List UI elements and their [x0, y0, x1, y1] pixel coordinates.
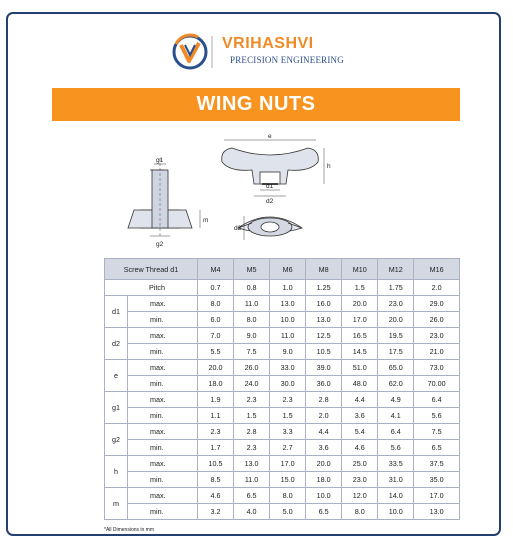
table-row: [105, 408, 460, 424]
table-cell: 5.0: [270, 504, 306, 520]
table-cell: 20.0: [306, 456, 342, 472]
table-cell: 31.0: [378, 472, 414, 488]
table-row: [105, 344, 460, 360]
table-cell: 1.5: [270, 408, 306, 424]
table-cell: 2.8: [306, 392, 342, 408]
table-cell: 17.0: [342, 312, 378, 328]
table-cell: 17.5: [378, 344, 414, 360]
table-cell: 12.0: [342, 488, 378, 504]
table-cell: 23.0: [414, 328, 460, 344]
limit-label: max.: [128, 424, 198, 440]
header-size: M6: [270, 259, 306, 280]
limit-label: min.: [128, 472, 198, 488]
brand-tagline: PRECISION ENGINEERING: [230, 55, 344, 65]
limit-label: min.: [128, 376, 198, 392]
table-cell: 21.0: [414, 344, 460, 360]
table-row: [105, 280, 460, 296]
table-cell: 39.0: [306, 360, 342, 376]
table-cell: 4.0: [234, 504, 270, 520]
table-cell: 4.6: [198, 488, 234, 504]
table-cell: 26.0: [234, 360, 270, 376]
table-row: [105, 312, 460, 328]
table-row: [105, 472, 460, 488]
table-cell: 3.2: [198, 504, 234, 520]
table-row: [105, 424, 460, 440]
table-row: [105, 440, 460, 456]
table-row: [105, 376, 460, 392]
label-d1: d1: [266, 183, 274, 190]
table-cell: 1.75: [378, 280, 414, 296]
header-size: M12: [378, 259, 414, 280]
header-screw-thread: Screw Thread d1: [105, 259, 198, 280]
table-cell: 4.9: [378, 392, 414, 408]
table-cell: 5.6: [378, 440, 414, 456]
table-cell: 24.0: [234, 376, 270, 392]
table-cell: 29.0: [414, 296, 460, 312]
table-cell: 2.0: [306, 408, 342, 424]
header-size: M10: [342, 259, 378, 280]
table-cell: 35.0: [414, 472, 460, 488]
table-cell: 3.3: [270, 424, 306, 440]
table-cell: 26.0: [414, 312, 460, 328]
table-cell: 2.3: [270, 392, 306, 408]
table-cell: 25.0: [342, 456, 378, 472]
table-cell: 2.7: [270, 440, 306, 456]
table-cell: 23.0: [378, 296, 414, 312]
table-cell: 9.0: [270, 344, 306, 360]
table-cell: 23.0: [342, 472, 378, 488]
table-cell: 36.0: [306, 376, 342, 392]
table-cell: 20.0: [198, 360, 234, 376]
table-cell: 3.6: [306, 440, 342, 456]
table-row: [105, 456, 460, 472]
table-cell: 5.4: [342, 424, 378, 440]
table-cell: 2.3: [234, 440, 270, 456]
table-cell: 11.0: [270, 328, 306, 344]
table-cell: 51.0: [342, 360, 378, 376]
label-g2: g2: [156, 241, 164, 248]
table-cell: 4.6: [342, 440, 378, 456]
table-cell: 1.7: [198, 440, 234, 456]
limit-label: max.: [128, 392, 198, 408]
param-name: d2: [105, 328, 128, 360]
table-cell: 2.3: [198, 424, 234, 440]
table-cell: 17.0: [270, 456, 306, 472]
table-cell: 16.0: [306, 296, 342, 312]
pitch-label: Pitch: [105, 280, 198, 296]
table-cell: 5.5: [198, 344, 234, 360]
table-cell: 37.5: [414, 456, 460, 472]
table-cell: 62.0: [378, 376, 414, 392]
table-cell: 6.5: [306, 504, 342, 520]
table-cell: 4.4: [306, 424, 342, 440]
limit-label: max.: [128, 488, 198, 504]
table-cell: 9.0: [234, 328, 270, 344]
header-size: M5: [234, 259, 270, 280]
param-name: h: [105, 456, 128, 488]
table-cell: 7.5: [414, 424, 460, 440]
table-cell: 3.6: [342, 408, 378, 424]
table-cell: 65.0: [378, 360, 414, 376]
table-header-row: [105, 259, 460, 280]
table-cell: 19.5: [378, 328, 414, 344]
label-h: h: [327, 163, 331, 170]
table-cell: 10.5: [306, 344, 342, 360]
table-cell: 8.0: [270, 488, 306, 504]
table-cell: 7.0: [198, 328, 234, 344]
label-d3: d3: [234, 225, 242, 232]
param-name: e: [105, 360, 128, 392]
param-name: g1: [105, 392, 128, 424]
limit-label: min.: [128, 408, 198, 424]
param-name: m: [105, 488, 128, 520]
table-cell: 70.00: [414, 376, 460, 392]
table-cell: 2.8: [234, 424, 270, 440]
table-cell: 4.4: [342, 392, 378, 408]
header-size: M16: [414, 259, 460, 280]
table-cell: 12.5: [306, 328, 342, 344]
dimension-table: [104, 258, 460, 520]
label-d2: d2: [266, 198, 274, 205]
table-cell: 17.0: [414, 488, 460, 504]
table-cell: 73.0: [414, 360, 460, 376]
table-cell: 10.0: [306, 488, 342, 504]
table-row: [105, 328, 460, 344]
table-row: [105, 360, 460, 376]
table-cell: 48.0: [342, 376, 378, 392]
table-cell: 1.5: [234, 408, 270, 424]
table-cell: 16.5: [342, 328, 378, 344]
table-cell: 6.0: [198, 312, 234, 328]
label-g1: g1: [156, 157, 164, 164]
table-cell: 6.4: [414, 392, 460, 408]
table-row: [105, 392, 460, 408]
table-cell: 11.0: [234, 296, 270, 312]
table-cell: 33.0: [270, 360, 306, 376]
table-cell: 1.9: [198, 392, 234, 408]
table-cell: 20.0: [342, 296, 378, 312]
table-cell: 13.0: [270, 296, 306, 312]
table-cell: 2.3: [234, 392, 270, 408]
table-cell: 13.0: [414, 504, 460, 520]
limit-label: max.: [128, 296, 198, 312]
table-cell: 11.0: [234, 472, 270, 488]
param-name: d1: [105, 296, 128, 328]
table-cell: 4.1: [378, 408, 414, 424]
brand-name: VRIHASHVI: [222, 35, 314, 52]
limit-label: min.: [128, 504, 198, 520]
table-cell: 14.0: [378, 488, 414, 504]
table-row: [105, 504, 460, 520]
label-m: m: [203, 217, 209, 224]
table-cell: 10.5: [198, 456, 234, 472]
table-cell: 6.5: [414, 440, 460, 456]
table-cell: 10.0: [270, 312, 306, 328]
table-row: [105, 296, 460, 312]
page-title: WING NUTS: [52, 88, 460, 121]
table-cell: 13.0: [306, 312, 342, 328]
table-cell: 1.5: [342, 280, 378, 296]
table-cell: 13.0: [234, 456, 270, 472]
limit-label: min.: [128, 440, 198, 456]
table-cell: 2.0: [414, 280, 460, 296]
table-cell: 0.7: [198, 280, 234, 296]
table-cell: 1.0: [270, 280, 306, 296]
table-cell: 18.0: [306, 472, 342, 488]
table-cell: 1.1: [198, 408, 234, 424]
label-e: e: [268, 133, 272, 140]
table-cell: 30.0: [270, 376, 306, 392]
footnote: *All Dimensions in mm: [104, 527, 155, 533]
table-cell: 15.0: [270, 472, 306, 488]
limit-label: min.: [128, 312, 198, 328]
table-cell: 14.5: [342, 344, 378, 360]
table-cell: 20.0: [378, 312, 414, 328]
table-row: [105, 488, 460, 504]
header-size: M8: [306, 259, 342, 280]
table-body: [105, 280, 460, 520]
param-name: g2: [105, 424, 128, 456]
limit-label: max.: [128, 360, 198, 376]
table-cell: 33.5: [378, 456, 414, 472]
table-cell: 7.5: [234, 344, 270, 360]
table-cell: 18.0: [198, 376, 234, 392]
limit-label: min.: [128, 344, 198, 360]
table-cell: 8.0: [234, 312, 270, 328]
limit-label: max.: [128, 456, 198, 472]
wing-nut-drawing: [120, 128, 400, 253]
table-cell: 5.6: [414, 408, 460, 424]
table-cell: 6.4: [378, 424, 414, 440]
table-cell: 6.5: [234, 488, 270, 504]
table-cell: 8.5: [198, 472, 234, 488]
table-cell: 0.8: [234, 280, 270, 296]
table-cell: 1.25: [306, 280, 342, 296]
limit-label: max.: [128, 328, 198, 344]
table-cell: 8.0: [342, 504, 378, 520]
table-cell: 8.0: [198, 296, 234, 312]
header-size: M4: [198, 259, 234, 280]
table-cell: 10.0: [378, 504, 414, 520]
